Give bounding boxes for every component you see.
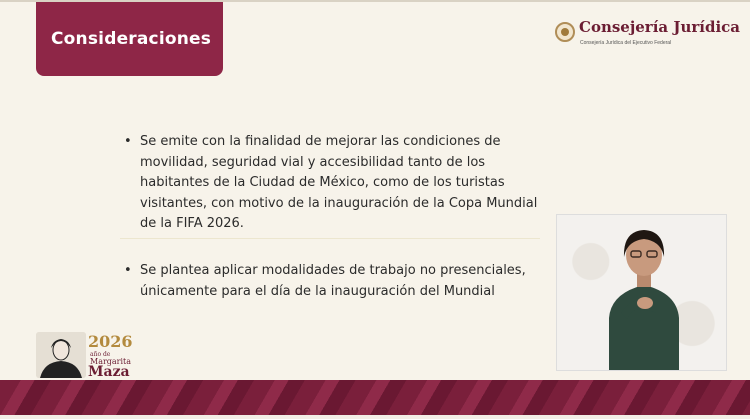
margarita-maza-logo xyxy=(36,332,136,380)
bullet-text: Se plantea aplicar modalidades de trabajo no presenciales, únicamente para el día de la inauguración del Mundial xyxy=(140,263,526,299)
bottom-strip xyxy=(0,415,750,419)
brand-name: Consejería Jurídica xyxy=(579,18,740,36)
portrait-icon xyxy=(36,332,86,378)
logo-line2: Margarita xyxy=(90,357,132,366)
logo-year: 2026 xyxy=(88,332,133,351)
logo-line3: Maza xyxy=(88,364,130,380)
brand-logo xyxy=(555,16,745,56)
section-title-box xyxy=(36,2,223,76)
bullet-list xyxy=(120,132,540,302)
logo-line1: año de xyxy=(90,351,111,358)
list-item xyxy=(120,132,540,232)
bullet-marker: • xyxy=(124,263,132,278)
list-item xyxy=(120,261,540,302)
seal-icon xyxy=(555,22,575,42)
section-title: Consideraciones xyxy=(51,29,212,49)
decorative-footer-band xyxy=(0,380,750,415)
bullet-divider xyxy=(120,238,540,239)
bullet-text: Se emite con la finalidad de mejorar las condiciones de movilidad, seguridad vial y accesibilidad tanto de los habitantes de la Ciudad de México, como de los turistas visitantes, con motivo de la inauguración de la Copa Mundial de la FIFA 2026. xyxy=(140,134,538,231)
interpreter-figure xyxy=(599,223,689,370)
brand-subtitle: Consejería Jurídica del Ejecutivo Federal xyxy=(580,40,672,46)
sign-language-interpreter-video xyxy=(556,214,727,371)
bullet-marker: • xyxy=(124,134,132,149)
